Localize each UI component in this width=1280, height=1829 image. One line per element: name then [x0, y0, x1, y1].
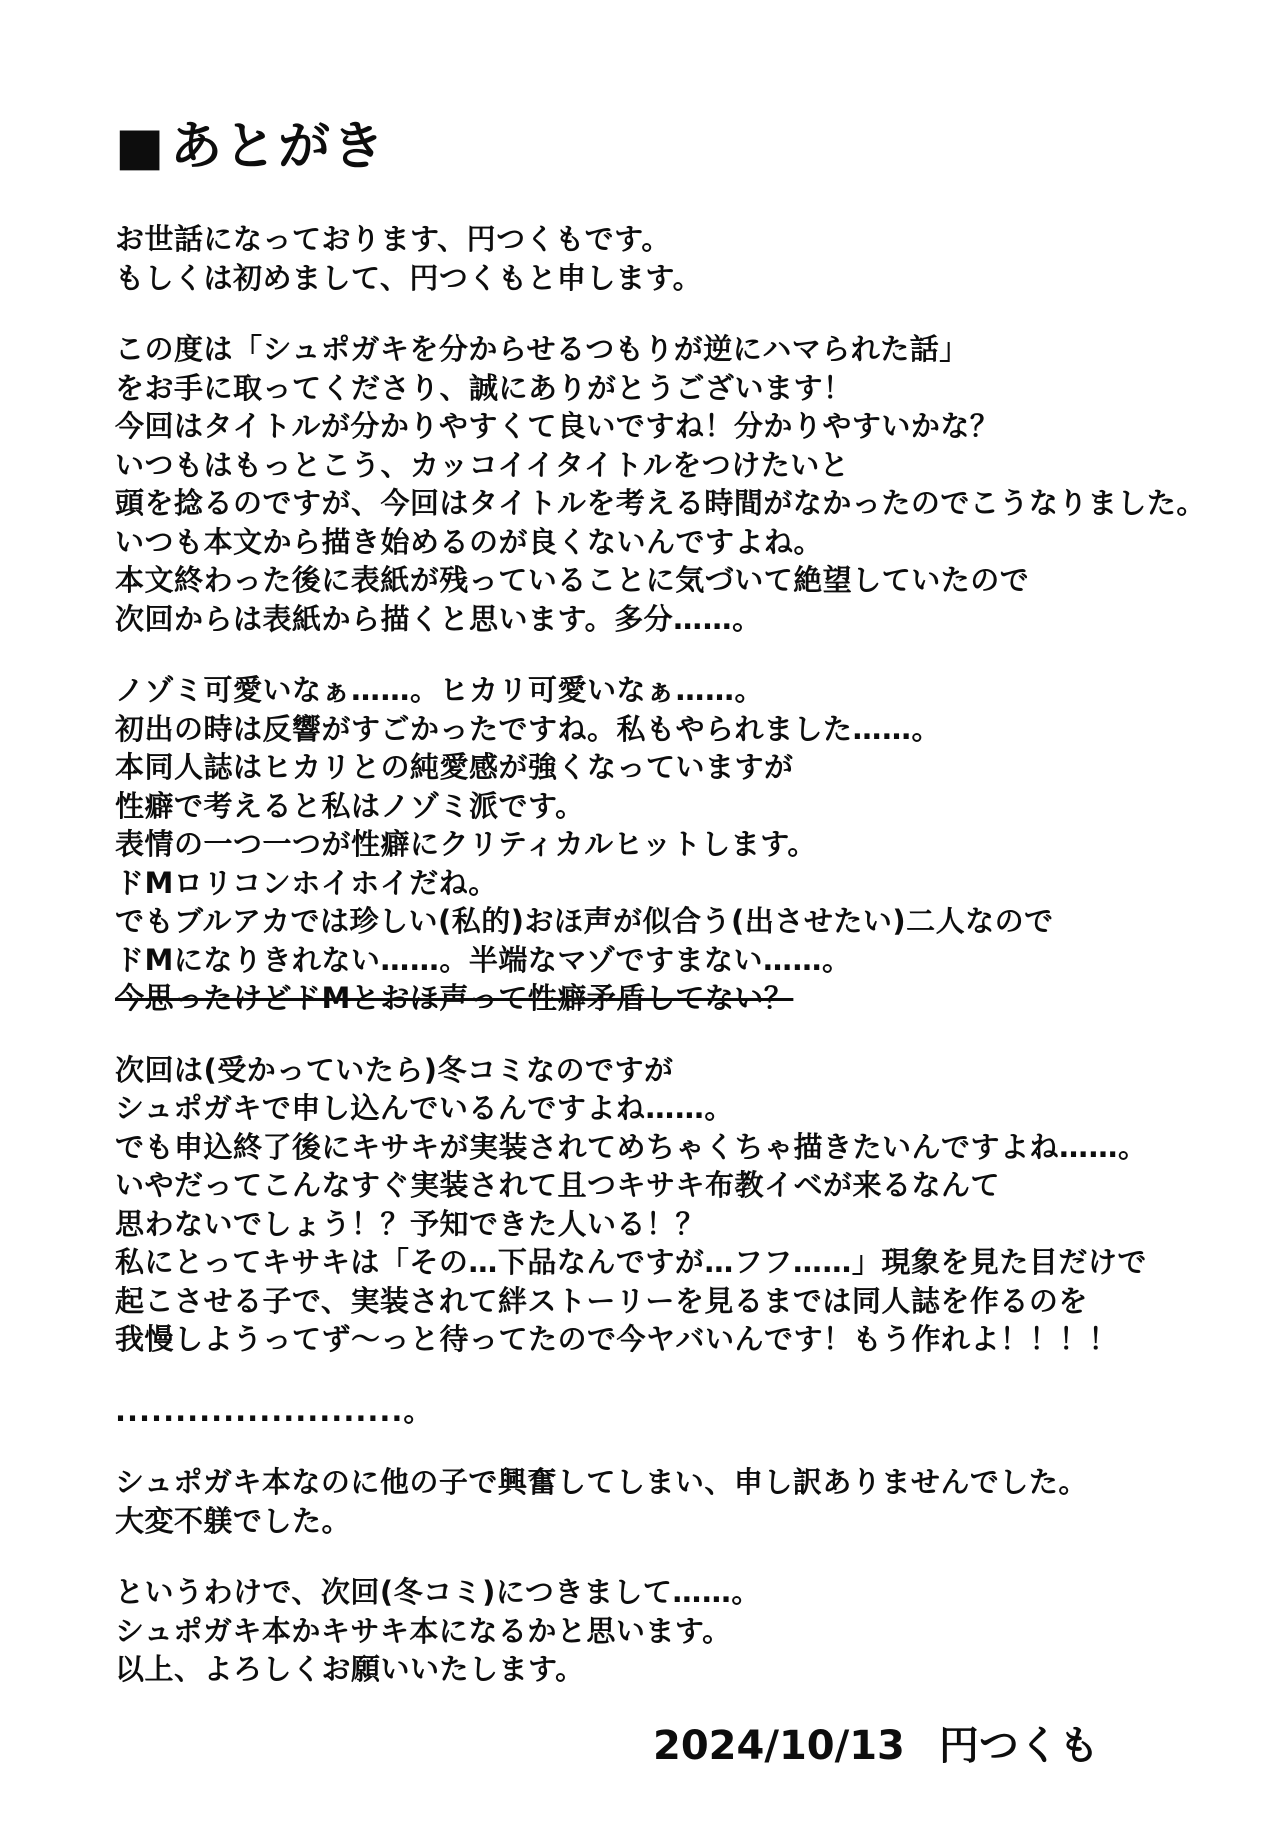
text-line: シュポガキ本かキサキ本になるかと思います。 — [115, 1613, 732, 1648]
paragraph-pause — [115, 1392, 1222, 1431]
square-bullet-icon: ■ — [115, 117, 167, 177]
text-line: この度は「シュポガキを分からせるつもりが逆にハマられた話」 — [115, 332, 969, 366]
text-line: いつも本文から描き始めるのが良くないんですよね。 — [115, 524, 824, 559]
text-line: 次回は(受かっていたら)冬コミなのですが — [115, 1052, 674, 1087]
text-line: いやだってこんなすぐ実装されて且つキサキ布教イベが来るなんて — [115, 1168, 1001, 1202]
paragraph-greeting — [115, 220, 1222, 297]
text-line: 本文終わった後に表紙が残っていることに気づいて絶望していたので — [115, 563, 1030, 597]
paragraph-characters — [115, 671, 1222, 1018]
signature — [115, 1722, 1222, 1770]
text-line: 性癖で考えると私はノゾミ派です。 — [115, 788, 585, 823]
text-line: 私にとってキサキは「その…下品なんですが…フフ……」現象を見た目だけで — [115, 1245, 1147, 1279]
signature-author: 円つくも — [938, 1722, 1099, 1769]
page-title — [115, 116, 1222, 178]
text-line: 思わないでしょう！？予知できた人いる！？ — [115, 1206, 706, 1241]
text-line: 大変不躾でした。 — [115, 1503, 352, 1538]
text-line: をお手に取ってくださり、誠にありがとうございます！ — [115, 370, 853, 405]
paragraph-thanks-title — [115, 330, 1222, 638]
page-title-text: あとがき — [170, 117, 387, 177]
text-line: 起こさせる子で、実装されて絆ストーリーを見るまでは同人誌を作るのを — [115, 1283, 1088, 1318]
text-line: シュポガキ本なのに他の子で興奮してしまい、申し訳ありませんでした。 — [115, 1465, 1088, 1499]
signature-date: 2024/10/13 — [653, 1722, 905, 1769]
text-line: 頭を捻るのですが、今回はタイトルを考える時間がなかったのでこうなりました。 — [115, 486, 1206, 520]
text-line: 我慢しようってず〜っと待ってたので今ヤバいんです！もう作れよ！！！！ — [115, 1322, 1119, 1356]
ellipsis-line: ........................。 — [115, 1393, 434, 1428]
text-line: というわけで、次回(冬コミ)につきまして……。 — [115, 1575, 761, 1609]
text-line: 初出の時は反響がすごかったですね。私もやられました……。 — [115, 711, 942, 746]
text-line: お世話になっております、円つくもです。 — [115, 222, 671, 256]
text-line: 以上、よろしくお願いいたします。 — [115, 1652, 585, 1686]
text-line: ノゾミ可愛いなぁ……。ヒカリ可愛いなぁ……。 — [115, 673, 765, 707]
text-line: ドMロリコンホイホイだね。 — [115, 865, 498, 900]
paragraph-next-event — [115, 1051, 1222, 1359]
text-line: いつもはもっとこう、カッコイイタイトルをつけたいと — [115, 447, 850, 482]
text-line-strikethrough: 今思ったけどドMとおほ声って性癖矛盾してない？ — [115, 981, 794, 1015]
text-line: 今回はタイトルが分かりやすくて良いですね！分かりやすいかな？ — [115, 409, 1000, 443]
paragraph-apology — [115, 1463, 1222, 1540]
text-line: ドMになりきれない……。半端なマゾですまない……。 — [115, 942, 852, 977]
text-line: シュポガキで申し込んでいるんですよね……。 — [115, 1091, 734, 1125]
text-line: 本同人誌はヒカリとの純愛感が強くなっていますが — [115, 750, 794, 784]
text-line: でもブルアカでは珍しい(私的)おほ声が似合う(出させたい)二人なので — [115, 904, 1054, 938]
paragraph-closing — [115, 1573, 1222, 1689]
text-line: もしくは初めまして、円つくもと申します。 — [115, 260, 703, 295]
text-line: でも申込終了後にキサキが実装されてめちゃくちゃ描きたいんですよね……。 — [115, 1129, 1148, 1164]
text-line: 表情の一つ一つが性癖にクリティカルヒットします。 — [115, 827, 817, 861]
text-line: 次回からは表紙から描くと思います。多分……。 — [115, 601, 762, 636]
